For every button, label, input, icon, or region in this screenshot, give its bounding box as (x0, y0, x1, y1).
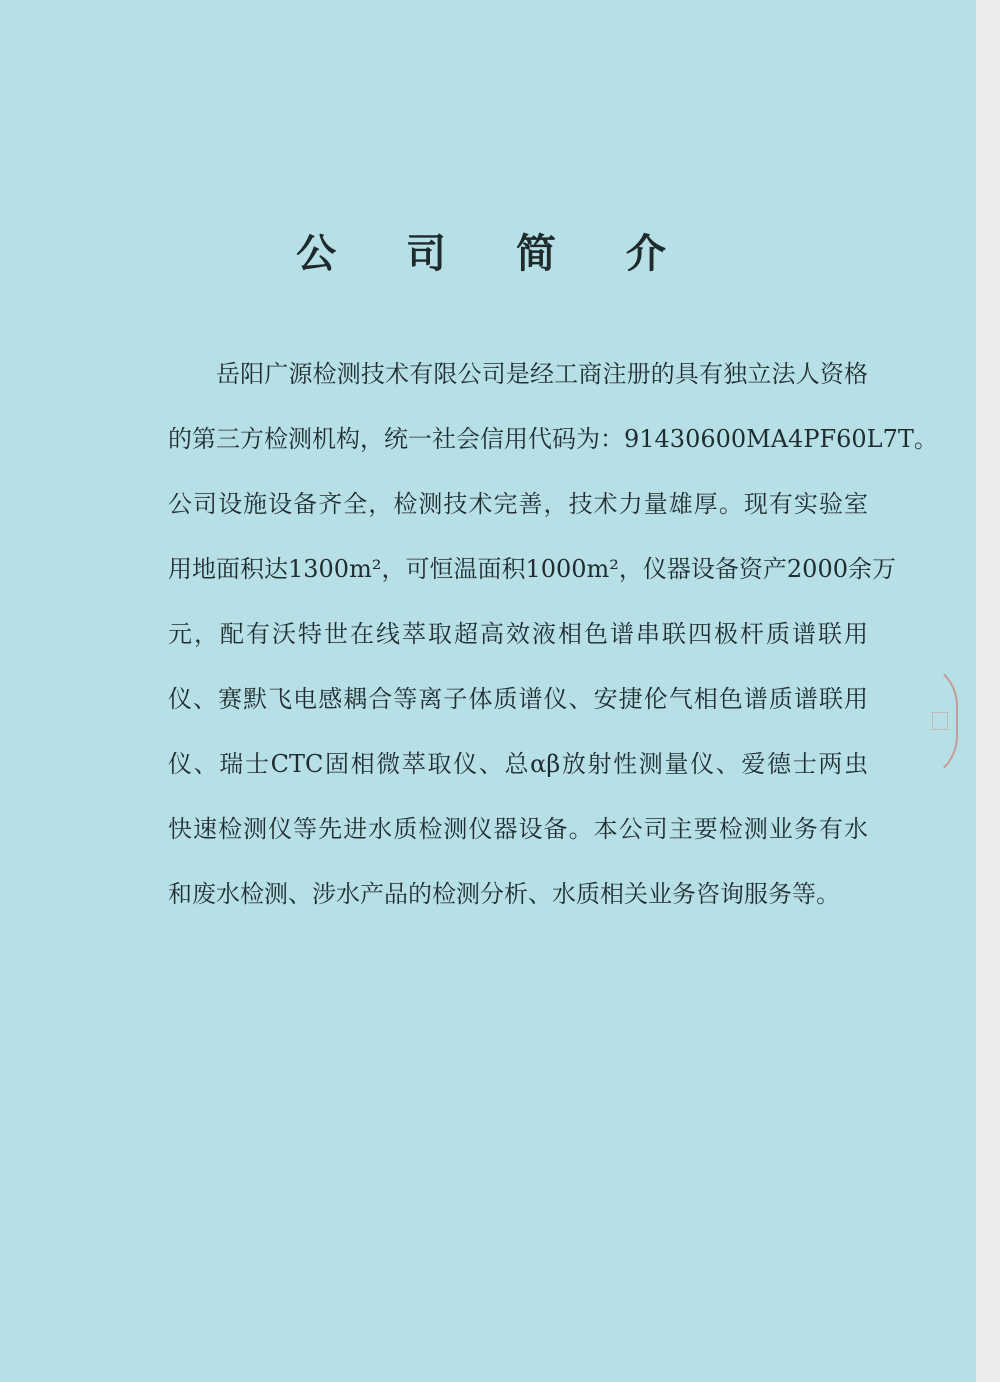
paragraph-line: 仪、赛默飞电感耦合等离子体质谱仪、安捷伦气相色谱质谱联用 (168, 685, 868, 713)
seal-mark (932, 712, 948, 730)
paragraph-line: 公司设施设备齐全，检测技术完善，技术力量雄厚。现有实验室 (168, 490, 868, 518)
paragraph-line: 的第三方检测机构，统一社会信用代码为：91430600MA4PF60L7T。 (168, 425, 938, 453)
paragraph-line: 快速检测仪等先进水质检测仪器设备。本公司主要检测业务有水 (168, 815, 868, 843)
page-edge-strip (976, 0, 1000, 1382)
paragraph-line: 元，配有沃特世在线萃取超高效液相色谱串联四极杆质谱联用 (168, 620, 868, 648)
paragraph-line: 仪、瑞士CTC固相微萃取仪、总αβ放射性测量仪、爱德士两虫 (168, 750, 868, 778)
page-title: 公 司 简 介 (296, 231, 694, 277)
paragraph-line: 和废水检测、涉水产品的检测分析、水质相关业务咨询服务等。 (168, 880, 840, 908)
company-intro-paragraph (168, 342, 938, 927)
paragraph-line: 岳阳广源检测技术有限公司是经工商注册的具有独立法人资格 (216, 360, 868, 388)
paragraph-line: 用地面积达1300m²，可恒温面积1000m²，仪器设备资产2000余万 (168, 555, 896, 583)
